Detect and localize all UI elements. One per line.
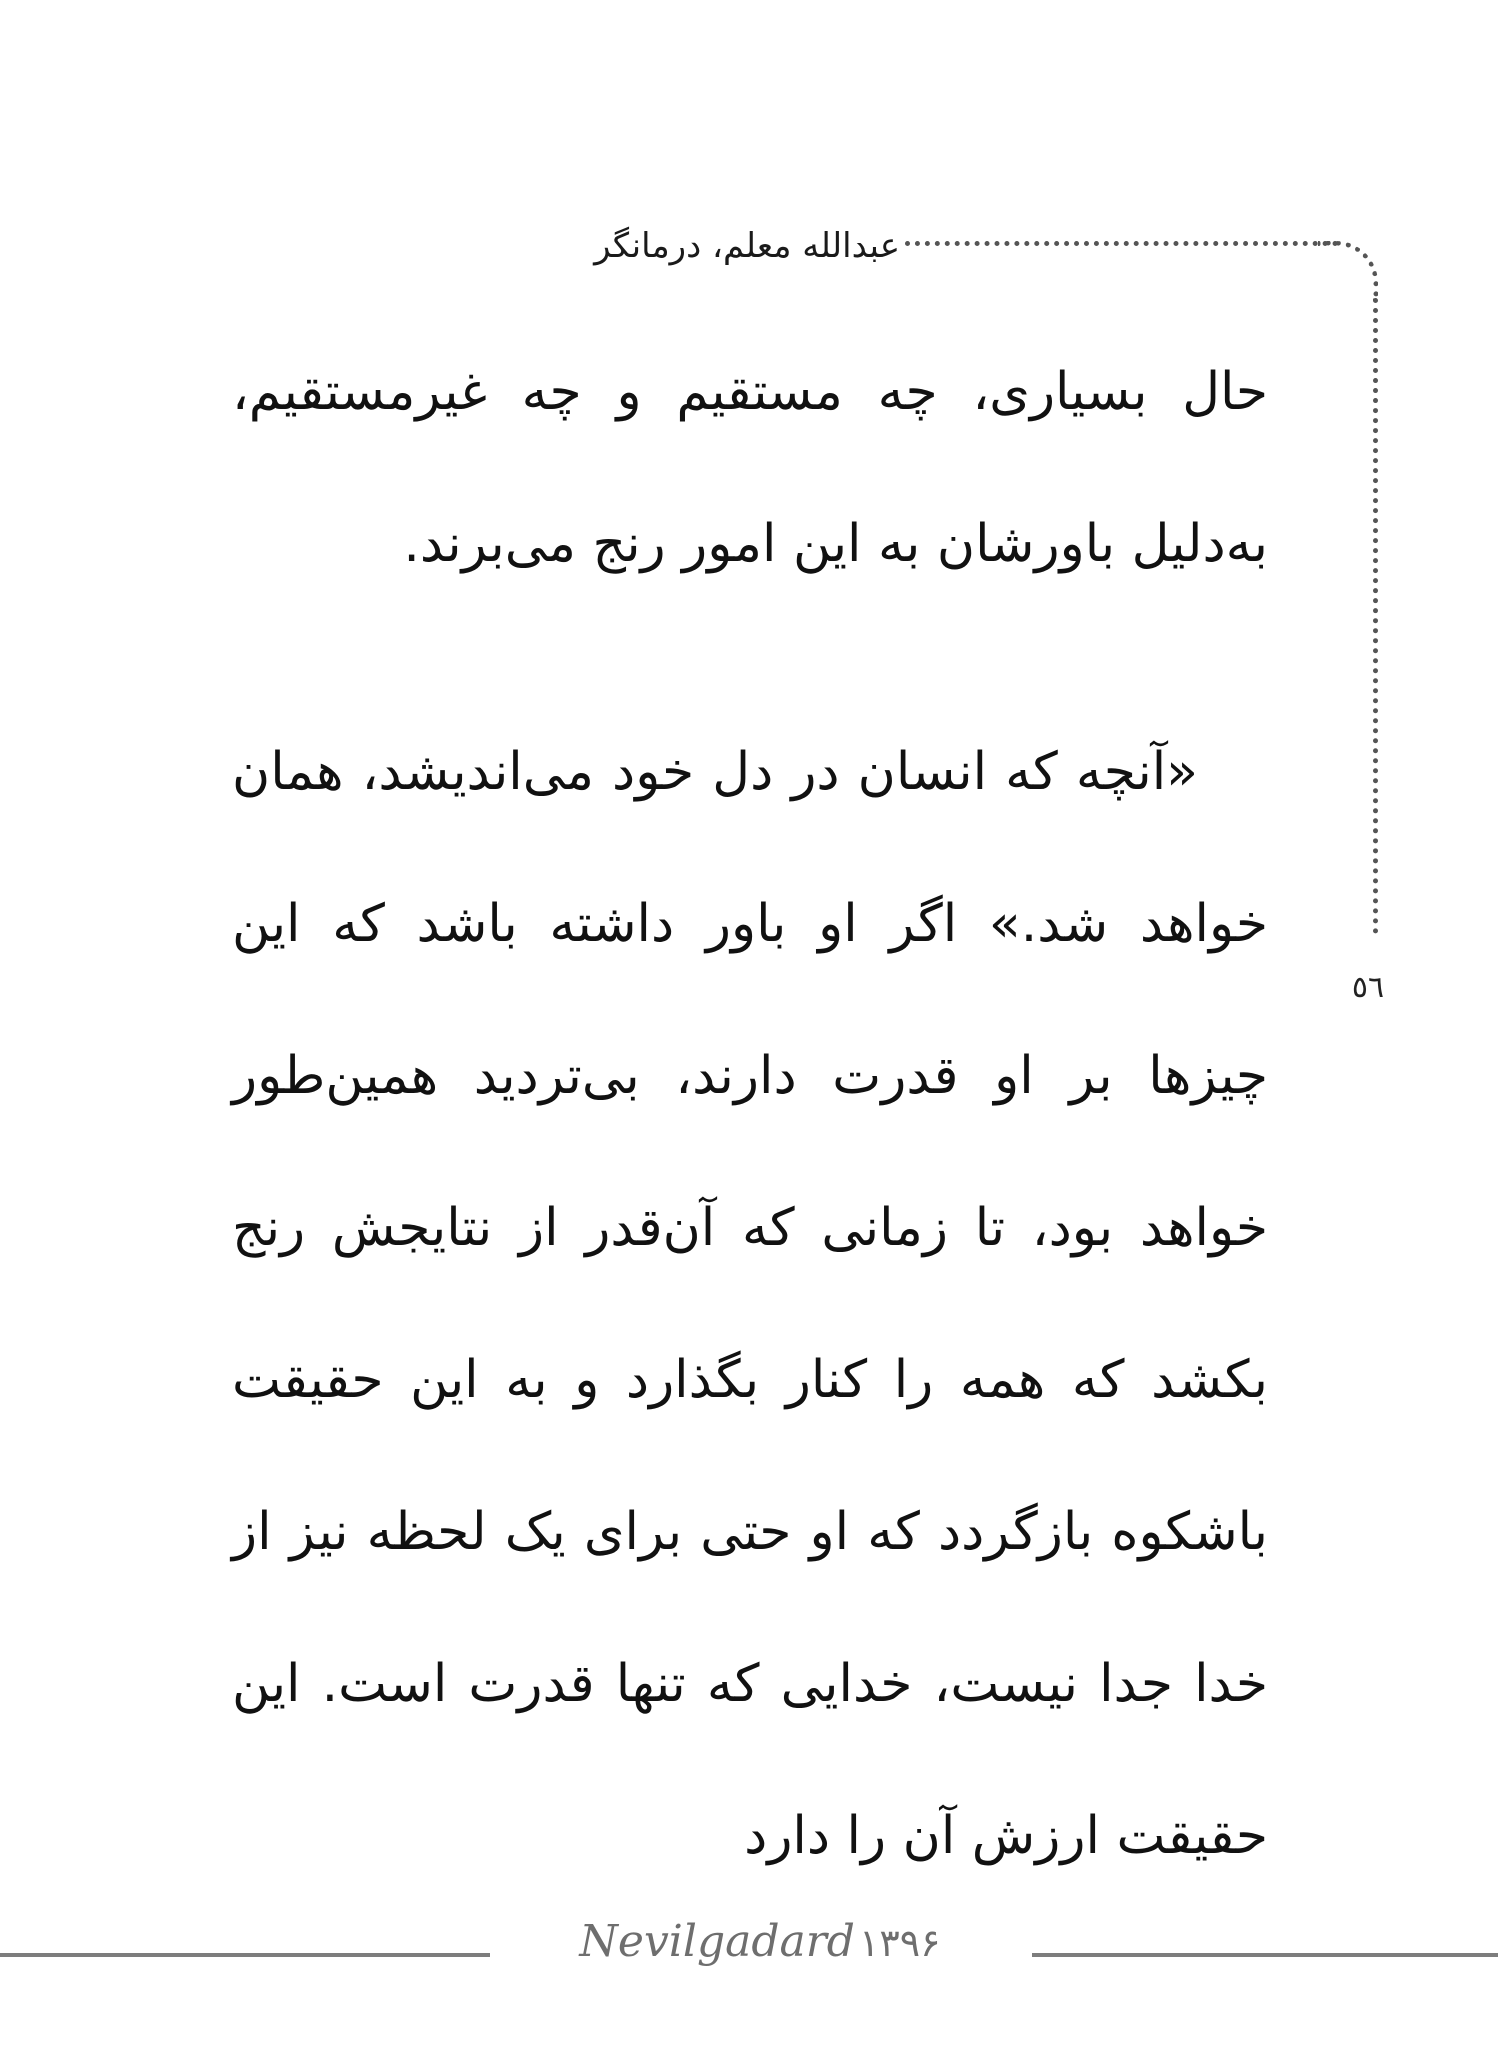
footer-rule-left — [0, 1953, 490, 1957]
paragraph-2: «آنچه که انسان در دل خود می‌اندیشد، همان خواهد شد.» اگر او باور داشته باشد که این چیزها بر او قدرت دارند، بی‌تردید همین‌طور خواهد بود، تا زمانی که آن‌قدر از نتایجش رنج بکشد که همه را کنار بگذارد و به این حقیقت باشکوه بازگردد که او حتی برای یک لحظه نیز از خدا جدا نیست، خدایی که تنها قدرت است. این حقیقت ارزش آن را دارد — [232, 742, 1268, 1866]
body-text — [232, 316, 1268, 1912]
footer-brand: Nevilgadard — [579, 1916, 855, 1967]
page-number: ٥٦ — [1351, 970, 1385, 1005]
running-header-title: عبدالله معلم، درمانگر — [594, 226, 900, 266]
footer-rule-right — [1032, 1953, 1498, 1957]
paragraph-spacer — [232, 620, 1268, 696]
paragraph-1: حال بسیاری، چه مستقیم و چه غیرمستقیم، به‌دلیل باورشان به این امور رنج می‌برند. — [232, 362, 1268, 574]
dotted-frame-top — [905, 241, 1338, 246]
footer-year: ۱۳۹۶ — [858, 1921, 941, 1965]
footer-imprint — [540, 1916, 980, 1967]
dotted-frame-corner — [1318, 241, 1378, 301]
dotted-frame-side — [1373, 298, 1378, 934]
